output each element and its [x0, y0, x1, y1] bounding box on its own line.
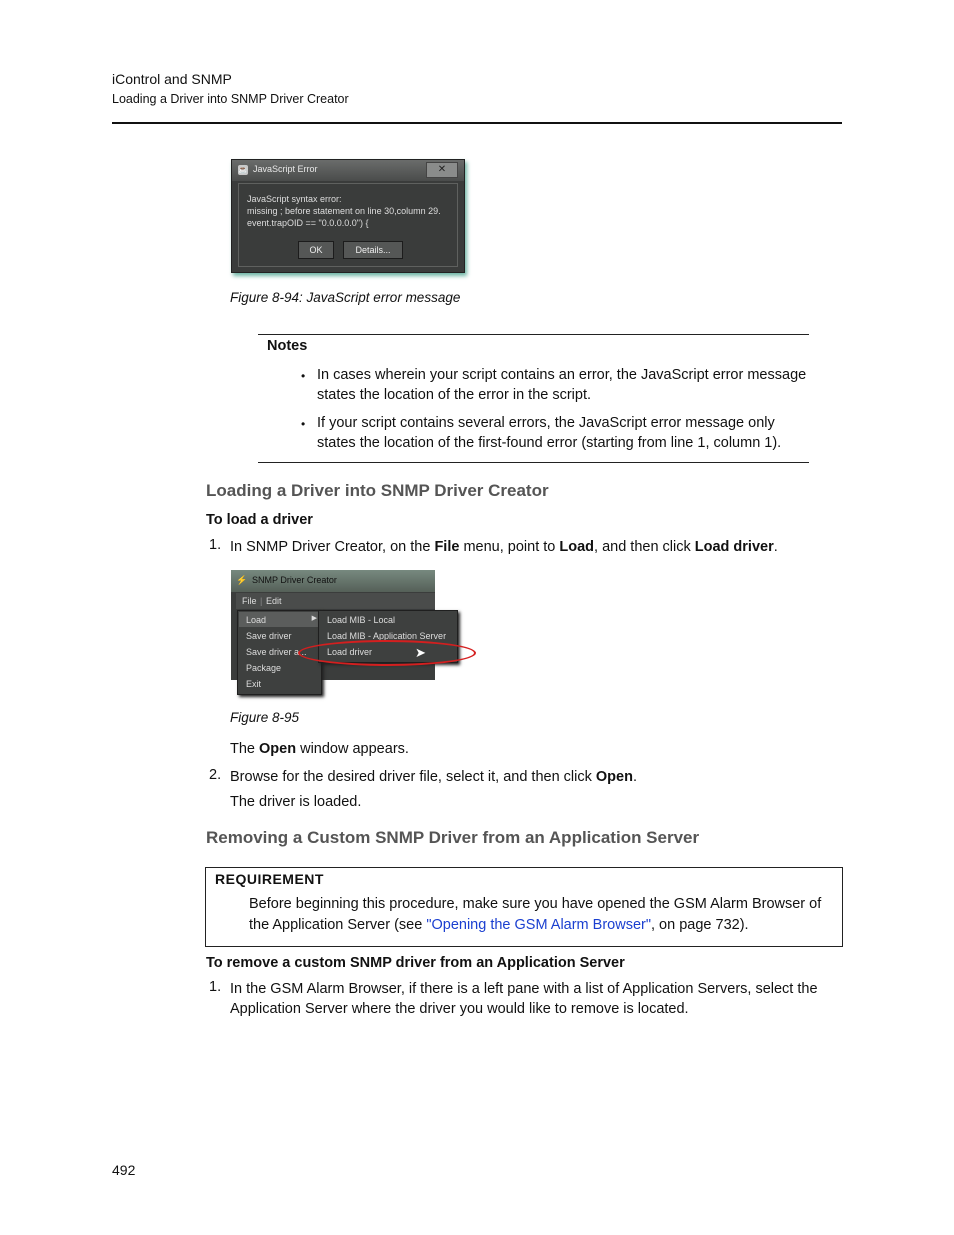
menu-edit[interactable]: Edit	[266, 596, 282, 606]
menu-bar	[236, 593, 435, 609]
details-button[interactable]: Details...	[343, 241, 403, 259]
menu-item-exit[interactable]: Exit	[246, 679, 262, 689]
section-heading-load-driver: Loading a Driver into SNMP Driver Creator	[206, 481, 549, 500]
section-heading-remove-driver: Removing a Custom SNMP Driver from an Application Server	[206, 828, 700, 847]
javascript-error-dialog	[231, 159, 465, 273]
submenu-arrow-icon: ▶	[311, 615, 317, 622]
step-number: 2.	[209, 767, 222, 783]
menu-file[interactable]: File	[242, 596, 257, 606]
error-line-3: event.trapOID == "0.0.0.0.0") {	[247, 218, 369, 228]
procedure-title: To remove a custom SNMP driver from an Application Server	[206, 955, 625, 971]
error-line-1: JavaScript syntax error:	[247, 194, 342, 204]
bullet-icon: •	[301, 369, 306, 383]
result-text: The Open window appears.	[230, 741, 409, 757]
highlight-oval	[298, 640, 476, 666]
note-item: If your script contains several errors, the JavaScript error message only states the location of the first-found error (starting from line 1, column 1).	[317, 415, 782, 451]
menu-item-load-mib-local[interactable]: Load MIB - Local	[327, 615, 396, 625]
notes-top-rule	[258, 334, 809, 335]
requirement-text: Before beginning this procedure, make sure you have opened the GSM Alarm Browser of the Application Server (see "Opening the GSM Alarm Browser", on page 732).	[249, 896, 822, 933]
menu-item-save-driver[interactable]: Save driver	[246, 631, 292, 641]
close-button[interactable]: ✕	[426, 162, 458, 178]
menu-item-package[interactable]: Package	[246, 663, 282, 673]
requirement-title: REQUIREMENT	[215, 871, 324, 887]
running-header-section: Loading a Driver into SNMP Driver Creator	[112, 92, 349, 106]
link-opening-gsm-alarm-browser[interactable]: "Opening the GSM Alarm Browser"	[426, 917, 651, 933]
mouse-cursor-icon: ➤	[415, 645, 426, 660]
menu-item-load[interactable]: Load	[246, 615, 267, 625]
app-icon: ⚡	[236, 575, 248, 585]
step-text: In the GSM Alarm Browser, if there is a left pane with a list of Application Servers, select the Application Server where the driver you would like to remove is located.	[230, 981, 818, 1017]
window-title: SNMP Driver Creator	[252, 575, 337, 585]
step-number: 1.	[209, 979, 222, 995]
dialog-message-panel	[238, 183, 458, 267]
result-text: The driver is loaded.	[230, 794, 362, 810]
figure-caption-8-94: Figure 8-94: JavaScript error message	[230, 290, 461, 305]
procedure-title: To load a driver	[206, 512, 313, 528]
java-app-icon: ☕	[238, 165, 248, 174]
ok-button[interactable]: OK	[298, 241, 334, 259]
header-rule	[112, 122, 842, 124]
menu-item-save-driver-as[interactable]: Save driver a...	[246, 647, 307, 657]
dialog-title: JavaScript Error	[253, 164, 318, 174]
notes-bottom-rule	[258, 462, 809, 463]
dialog-title-bar	[232, 160, 464, 181]
requirement-box	[205, 867, 843, 947]
notes-title: Notes	[267, 338, 308, 354]
bullet-icon: •	[301, 417, 306, 431]
running-header-chapter: iControl and SNMP	[112, 71, 232, 87]
window-title-bar	[231, 570, 435, 592]
step-text: Browse for the desired driver file, select it, and then click Open.	[230, 769, 637, 785]
menu-separator: |	[260, 596, 263, 606]
step-text: In SNMP Driver Creator, on the File menu, point to Load, and then click Load driver.	[230, 539, 778, 555]
menu-item-load-driver[interactable]: Load driver	[327, 647, 373, 657]
step-number: 1.	[209, 537, 222, 553]
error-line-2: missing ; before statement on line 30,column 29.	[247, 206, 441, 216]
figure-caption-8-95: Figure 8-95	[230, 710, 300, 725]
menu-item-load-mib-app-server[interactable]: Load MIB - Application Server	[327, 631, 447, 641]
page-number: 492	[112, 1162, 136, 1178]
snmp-driver-creator-window	[231, 570, 447, 689]
note-item: In cases wherein your script contains an error, the JavaScript error message states the location of the error in the script.	[317, 367, 807, 403]
